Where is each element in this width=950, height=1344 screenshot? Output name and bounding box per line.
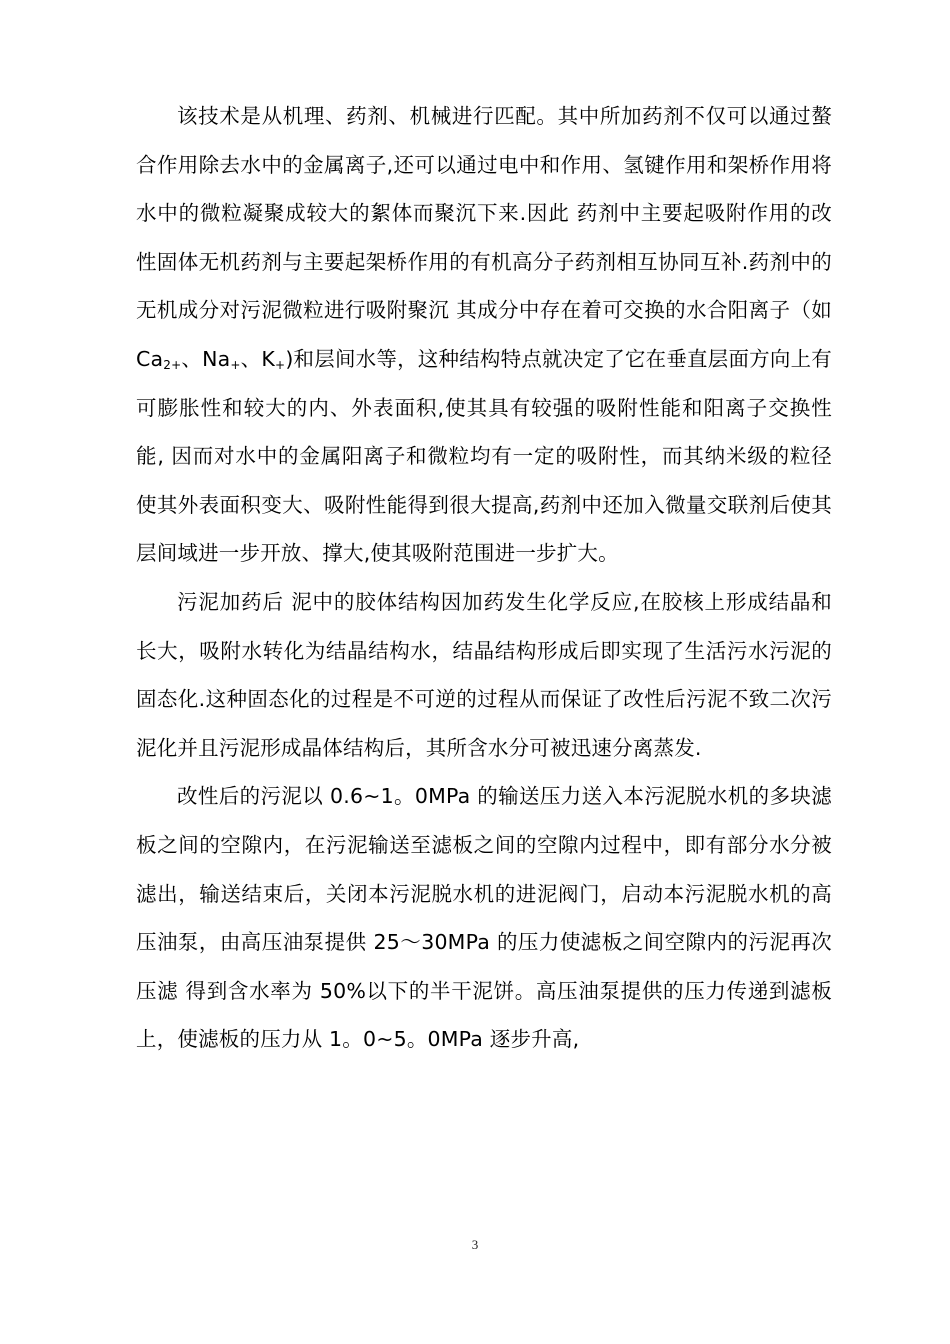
paragraph-text: 污泥加药后 泥中的胶体结构因加药发生化学反应,在胶核上形成结晶和长大，吸附水转化为结晶结构水，结晶结构形成后即实现了生活污水污泥的固态化.这种固态化的过程是不可逆的过程从而保证了改性后污泥不致二次污泥化并且污泥形成晶体结构后，其所含水分可被迅速分离蒸发. xyxy=(136,589,832,760)
page-number: 3 xyxy=(471,1237,479,1252)
paragraph-1 xyxy=(136,92,832,578)
paragraph-text: )和层间水等，这种结构特点就决定了它在垂直层面方向上有可膨胀性和较大的内、外表面积,使其具有较强的吸附性能和阳离子交换性能, 因而对水中的金属阳离子和微粒均有一定的吸附性，而其纳米级的粒径使其外表面积变大、吸附性能得到很大提高,药剂中还加入微量交联剂后使其层间域进一步开放、撑大,使其吸附范围进一步扩大。 xyxy=(136,346,833,566)
subscript-text: 2+ xyxy=(163,357,182,372)
paragraph-text: 、Na xyxy=(181,346,231,371)
paragraph-text: 、K xyxy=(240,346,276,371)
paragraph-text: 改性后的污泥以 0.6~1。0MPa 的输送压力送入本污泥脱水机的多块滤板之间的空隙内，在污泥输送至滤板之间的空隙内过程中，即有部分水分被滤出，输送结束后，关闭本污泥脱水机的进泥阀门，启动本污泥脱水机的高压油泵，由高压油泵提供 25～30MPa 的压力使滤板之间空隙内的污泥再次压滤 得到含水率为 50%以下的半干泥饼。高压油泵提供的压力传递到滤板上，使滤板的压力从 1。0~5。0MPa 逐步升高, xyxy=(136,784,832,1052)
paragraph-3 xyxy=(136,772,832,1064)
paragraph-2 xyxy=(136,578,832,772)
subscript-text: + xyxy=(230,357,241,372)
document-body xyxy=(136,92,832,1064)
paragraph-text: 该技术是从机理、药剂、机械进行匹配。其中所加药剂不仅可以通过螯合作用除去水中的金属离子,还可以通过电中和作用、氢键作用和架桥作用将水中的微粒凝聚成较大的絮体而聚沉下来.因此 药剂中主要起吸附作用的改性固体无机药剂与主要起架桥作用的有机高分子药剂相互协同互补.药剂中的无机成分对污泥微粒进行吸附聚沉 其成分中存在着可交换的水合阳离子（如 Ca xyxy=(136,104,832,371)
subscript-text: + xyxy=(275,357,286,372)
